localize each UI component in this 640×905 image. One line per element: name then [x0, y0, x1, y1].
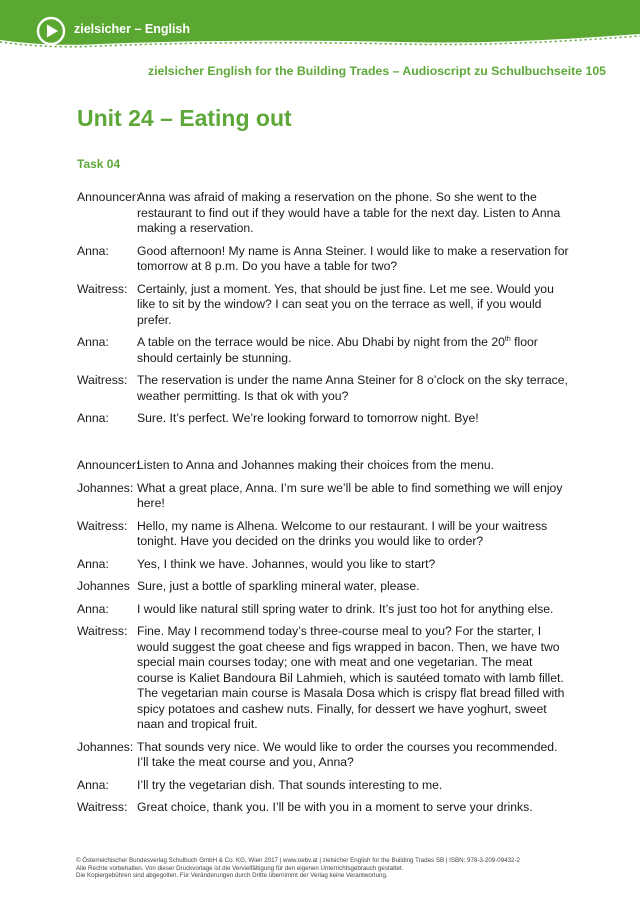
speech-text: Fine. May I recommend today’s three-course meal to you? For the starter, I would suggest the goat cheese and figs wrapped in bacon. Then, we have two special main courses today; one with meat and one vegetarian. The meat course is Kaliet Bandoura Bil Lahmieh, which is sautéed tomato with lamb fillet. The vegetarian main course is Masala Dosa which is crispy flat bread filled with spicy potatoes and cashew nuts. Finally, for dessert we have yoghurt, sweet naan and tropical fruit. — [137, 624, 565, 731]
speaker-label: Johannes: — [77, 739, 134, 754]
speech-text: Certainly, just a moment. Yes, that should be just fine. Let me see. Would you like to sit by the window? I can seat you on the terrace as well, if you would prefer. — [137, 281, 554, 327]
speech-text: Hello, my name is Alhena. Welcome to our restaurant. I will be your waitress tonight. Have you decided on the drinks you would like to order? — [137, 518, 548, 548]
speech-text — [137, 335, 572, 366]
footer-line: © Österreichischer Bundesverlag Schulbuch GmbH & Co. KG, Wien 2017 | www.oebv.at | zielsicher English for the Building Trades SB | ISBN: 978-3-209-09432-2 — [76, 857, 520, 864]
dialogue-line — [77, 373, 572, 404]
dialogue-line — [77, 519, 572, 550]
task-label: Task 04 — [77, 157, 121, 171]
speech-text: I’ll try the vegetarian dish. That sounds interesting to me. — [137, 777, 443, 792]
speech-text: That sounds very nice. We would like to order the courses you recommended. I’ll take the meat course and you, Anna? — [137, 739, 558, 769]
speaker-label: Waitress: — [77, 800, 128, 814]
speaker-label: Anna: — [77, 243, 109, 258]
speaker-label: Waitress: — [77, 518, 128, 533]
dialogue-line — [77, 579, 572, 595]
speech-text: The reservation is under the name Anna Steiner for 8 o’clock on the sky terrace, weather permitting. Is that ok with you? — [137, 373, 568, 403]
speech-part: A table on the terrace would be nice. Abu Dhabi by night from the 20 — [137, 335, 505, 349]
dialogue-line — [77, 481, 572, 512]
brand-name: zielsicher – English — [74, 22, 191, 36]
speech-text: I would like natural still spring water to drink. It’s just too hot for anything else. — [137, 601, 554, 616]
speech-text: Sure. It’s perfect. We’re looking forward to tomorrow night. Bye! — [137, 411, 479, 425]
speech-text: Sure, just a bottle of sparkling mineral water, please. — [137, 579, 420, 593]
dialogue-line — [77, 624, 572, 733]
copyright-footer — [76, 857, 520, 880]
dialogue-ordering — [77, 458, 572, 816]
dialogue-line — [77, 557, 572, 573]
document-header: zielsicher English for the Building Trades – Audioscript zu Schulbuchseite 105 — [147, 64, 606, 78]
speech-text: What a great place, Anna. I’m sure we’ll be able to find something we will enjoy here! — [137, 480, 563, 510]
page-title: Unit 24 – Eating out — [77, 105, 292, 131]
speaker-label: Announcer: — [77, 458, 140, 472]
speaker-label: Waitress: — [77, 373, 128, 387]
dialogue-line — [77, 602, 572, 618]
dialogue-line — [77, 190, 572, 237]
speaker-label: Anna: — [77, 601, 109, 616]
speaker-label: Anna: — [77, 335, 109, 349]
dialogue-line — [77, 740, 572, 771]
speaker-label: Johannes: — [77, 480, 134, 495]
speech-text: Good afternoon! My name is Anna Steiner. I would like to make a reservation for tomorrow at 8 p.m. Do you have a table for two? — [137, 243, 569, 273]
speech-text: Anna was afraid of making a reservation on the phone. So she went to the restaurant to find out if they would have a table for the next day. Listen to Anna making a reservation. — [137, 190, 561, 235]
header-banner — [0, 0, 640, 52]
dialogue-line — [77, 800, 572, 816]
speech-text: Listen to Anna and Johannes making their choices from the menu. — [137, 458, 495, 472]
dialogue-reservation — [77, 190, 572, 427]
speech-part: floor should certainly be stunning. — [137, 335, 538, 365]
speaker-label: Anna: — [77, 411, 109, 425]
speech-text: Yes, I think we have. Johannes, would you like to start? — [137, 556, 436, 571]
speaker-label: Waitress: — [77, 624, 128, 638]
footer-line: Alle Rechte vorbehalten. Von dieser Druckvorlage ist die Vervielfältigung für den eigenen Unterrichtsgebrauch gestattet. — [76, 864, 404, 872]
ordinal-suffix: th — [504, 335, 511, 343]
dialogue-line — [77, 244, 572, 275]
dialogue-line — [77, 411, 572, 427]
play-circle-icon — [36, 16, 66, 46]
dialogue-line — [77, 778, 572, 794]
footer-line: Die Kopiergebühren sind abgegolten. Für Veränderungen durch Dritte übernimmt der Verlag keine Verantwortung. — [76, 872, 388, 880]
speaker-label: Anna: — [77, 556, 109, 571]
speaker-label: Announcer: — [77, 190, 140, 204]
speaker-label: Anna: — [77, 777, 109, 792]
dialogue-line — [77, 458, 572, 474]
dialogue-line — [77, 335, 572, 366]
speech-text: Great choice, thank you. I’ll be with you in a moment to serve your drinks. — [137, 800, 533, 814]
speaker-label: Johannes — [77, 579, 130, 593]
dialogue-line — [77, 282, 572, 329]
speaker-label: Waitress: — [77, 281, 128, 296]
